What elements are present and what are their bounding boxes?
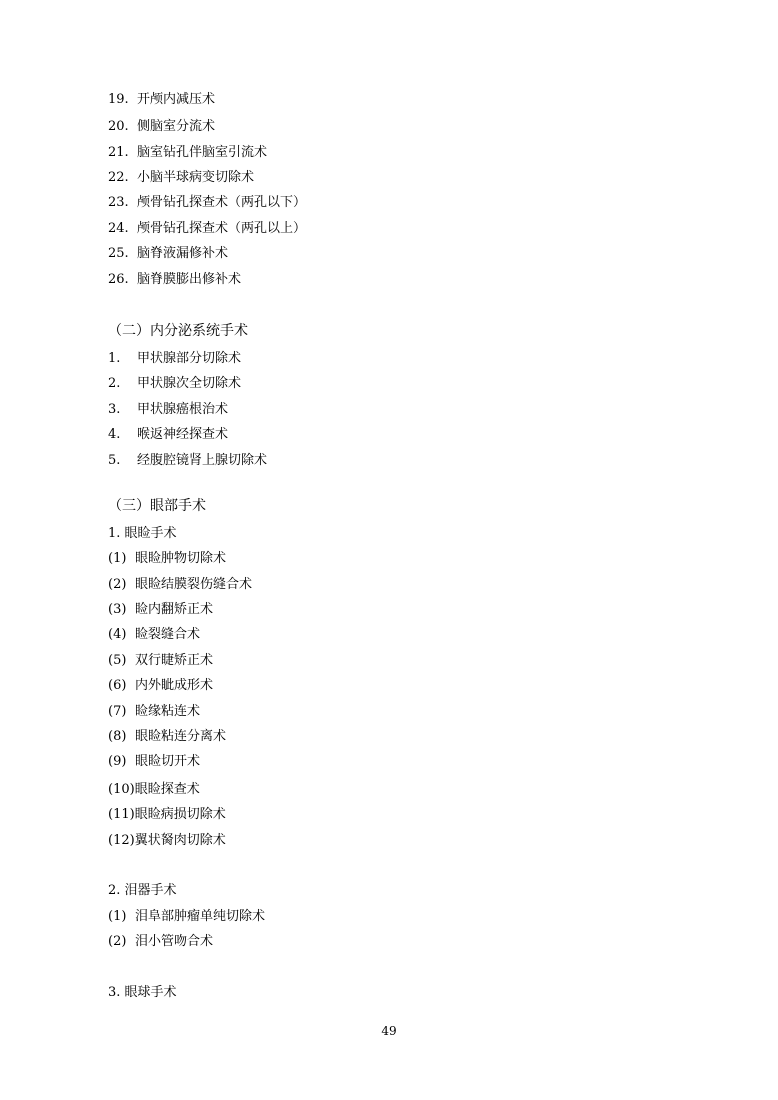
section-heading-endocrine: （二）内分泌系统手术 bbox=[108, 323, 248, 339]
item-number: 2. bbox=[108, 376, 121, 391]
list-item bbox=[108, 577, 252, 593]
section-heading-eye: （三）眼部手术 bbox=[108, 498, 206, 514]
item-number: 19. bbox=[108, 92, 129, 107]
list-item bbox=[108, 453, 267, 469]
item-number: (1) bbox=[108, 551, 127, 566]
item-text: 侧脑室分流术 bbox=[137, 119, 216, 134]
item-text: 甲状腺部分切除术 bbox=[137, 351, 242, 366]
item-text: 眼睑探查术 bbox=[134, 782, 200, 797]
list-item bbox=[108, 833, 226, 849]
item-text: 脑室钻孔伴脑室引流术 bbox=[137, 145, 268, 160]
item-text: 睑缘粘连术 bbox=[135, 704, 201, 719]
item-number: (7) bbox=[108, 704, 127, 719]
item-text: 颅骨钻孔探查术（两孔以上） bbox=[137, 221, 307, 236]
item-number: (8) bbox=[108, 729, 127, 744]
list-item bbox=[108, 807, 226, 823]
item-text: 甲状腺癌根治术 bbox=[137, 402, 229, 417]
item-text: 开颅内减压术 bbox=[137, 92, 216, 107]
item-text: 内外眦成形术 bbox=[135, 678, 214, 693]
list-item bbox=[108, 195, 306, 211]
item-number: (6) bbox=[108, 678, 127, 693]
item-text: 双行睫矫正术 bbox=[135, 653, 214, 668]
item-number: (2) bbox=[108, 577, 127, 592]
item-number: 26. bbox=[108, 272, 129, 287]
item-number: (2) bbox=[108, 934, 127, 949]
list-item bbox=[108, 704, 200, 720]
item-number: (5) bbox=[108, 653, 127, 668]
item-number: 23. bbox=[108, 195, 129, 210]
item-text: 脑脊液漏修补术 bbox=[137, 246, 229, 261]
list-item bbox=[108, 754, 200, 770]
list-item bbox=[108, 92, 215, 108]
list-item bbox=[108, 272, 241, 288]
item-number: (12) bbox=[108, 833, 135, 848]
item-number: 22. bbox=[108, 170, 129, 185]
item-number: 5. bbox=[108, 453, 121, 468]
item-text: 翼状胬肉切除术 bbox=[134, 833, 226, 848]
list-item bbox=[108, 934, 213, 950]
list-item bbox=[108, 653, 213, 669]
item-text: 眼睑病损切除术 bbox=[134, 807, 226, 822]
item-number: 20. bbox=[108, 119, 129, 134]
item-number: 4. bbox=[108, 427, 121, 442]
item-number: (9) bbox=[108, 754, 127, 769]
item-text: 泪阜部肿瘤单纯切除术 bbox=[135, 909, 266, 924]
list-item bbox=[108, 246, 228, 262]
item-text: 颅骨钻孔探查术（两孔以下） bbox=[137, 195, 307, 210]
list-item bbox=[108, 402, 228, 418]
subsection-title-eyelid: 1. 眼睑手术 bbox=[108, 526, 177, 541]
item-text: 眼睑肿物切除术 bbox=[135, 551, 227, 566]
subsection-title-lacrimal: 2. 泪器手术 bbox=[108, 883, 177, 898]
item-text: 睑裂缝合术 bbox=[135, 627, 201, 642]
list-item bbox=[108, 427, 228, 443]
item-number: (3) bbox=[108, 602, 127, 617]
list-item bbox=[108, 678, 213, 694]
item-number: 3. bbox=[108, 402, 121, 417]
page-number: 49 bbox=[381, 1024, 397, 1038]
list-item bbox=[108, 551, 226, 567]
list-item bbox=[108, 145, 267, 161]
list-item bbox=[108, 782, 200, 798]
list-item bbox=[108, 729, 226, 745]
item-text: 喉返神经探查术 bbox=[137, 427, 229, 442]
list-item bbox=[108, 602, 213, 618]
subsection-title-eyeball: 3. 眼球手术 bbox=[108, 985, 177, 1000]
list-item bbox=[108, 221, 306, 237]
list-item bbox=[108, 170, 254, 186]
item-number: 1. bbox=[108, 351, 121, 366]
item-text: 经腹腔镜肾上腺切除术 bbox=[137, 453, 268, 468]
list-item bbox=[108, 627, 200, 643]
item-text: 小脑半球病变切除术 bbox=[137, 170, 255, 185]
item-number: (1) bbox=[108, 909, 127, 924]
item-text: 眼睑结膜裂伤缝合术 bbox=[135, 577, 253, 592]
list-item bbox=[108, 909, 265, 925]
item-text: 眼睑切开术 bbox=[135, 754, 201, 769]
list-item bbox=[108, 119, 215, 135]
item-text: 泪小管吻合术 bbox=[135, 934, 214, 949]
item-number: (4) bbox=[108, 627, 127, 642]
list-item bbox=[108, 376, 241, 392]
list-item bbox=[108, 351, 241, 367]
item-number: 24. bbox=[108, 221, 129, 236]
item-text: 甲状腺次全切除术 bbox=[137, 376, 242, 391]
item-text: 睑内翻矫正术 bbox=[135, 602, 214, 617]
item-number: (10) bbox=[108, 782, 135, 797]
item-number: (11) bbox=[108, 807, 135, 822]
item-text: 眼睑粘连分离术 bbox=[135, 729, 227, 744]
item-number: 21. bbox=[108, 145, 129, 160]
item-text: 脑脊膜膨出修补术 bbox=[137, 272, 242, 287]
item-number: 25. bbox=[108, 246, 129, 261]
